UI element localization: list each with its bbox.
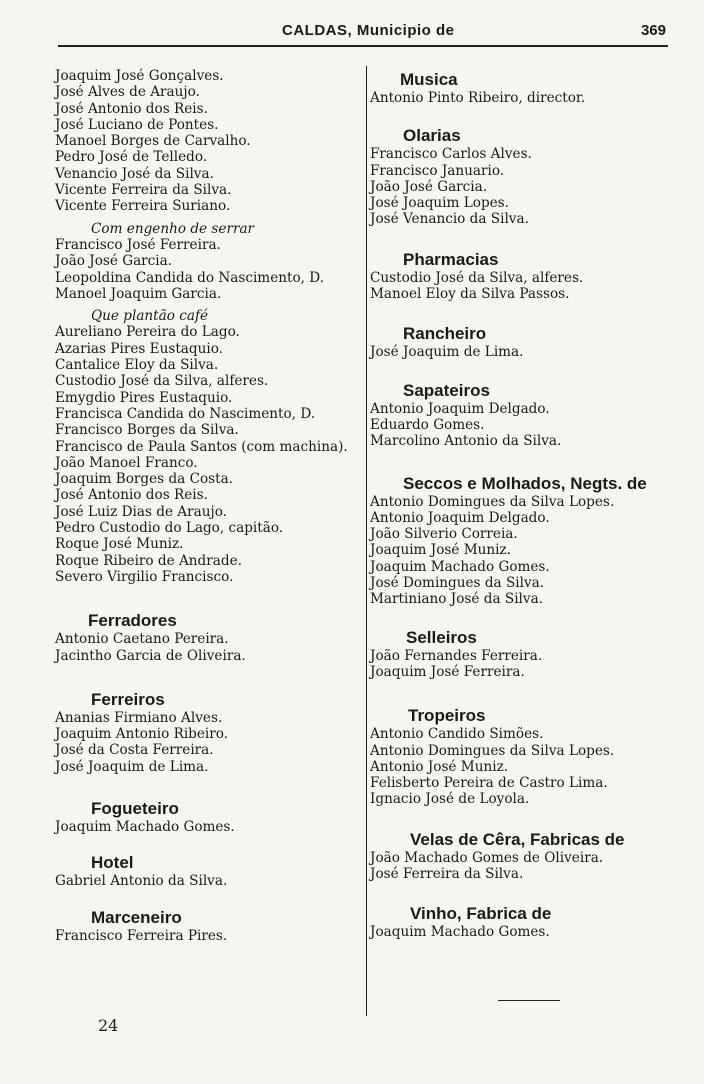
list-item: Vicente Ferreira da Silva. bbox=[55, 182, 232, 199]
section-cafe bbox=[55, 308, 365, 585]
list-item: Francisco de Paula Santos (com machina). bbox=[55, 438, 348, 455]
list-item: Joaquim José Muniz. bbox=[370, 542, 511, 559]
list-item: Antonio Candido Simões. bbox=[370, 726, 544, 743]
list-item: Manoel Joaquim Garcia. bbox=[55, 285, 222, 302]
section-heading: Selleiros bbox=[406, 627, 477, 647]
section-velas bbox=[370, 830, 670, 883]
section-unnamed bbox=[55, 68, 365, 215]
section-ferradores bbox=[55, 611, 365, 664]
section-marceneiro bbox=[55, 908, 365, 944]
section-subheading: Que plantão café bbox=[91, 308, 209, 325]
list-item: Eduardo Gomes. bbox=[370, 416, 485, 433]
list-item: Azarias Pires Eustaquio. bbox=[55, 340, 223, 357]
list-item: Severo Virgilio Francisco. bbox=[55, 568, 234, 585]
list-item: Pedro José de Telledo. bbox=[55, 149, 208, 166]
list-item: José Ferreira da Silva. bbox=[370, 866, 524, 883]
list-item: Gabriel Antonio da Silva. bbox=[55, 873, 228, 890]
section-heading: Velas de Cêra, Fabricas de bbox=[410, 829, 625, 849]
list-item: Manoel Eloy da Silva Passos. bbox=[370, 286, 570, 303]
list-item: João Fernandes Ferreira. bbox=[370, 647, 543, 664]
list-item: João José Garcia. bbox=[55, 253, 173, 270]
list-item: Felisberto Pereira de Castro Lima. bbox=[370, 775, 608, 792]
list-item: Joaquim José Ferreira. bbox=[370, 663, 525, 680]
list-item: Antonio José Muniz. bbox=[370, 758, 509, 775]
list-item: Joaquim Machado Gomes. bbox=[55, 818, 235, 835]
list-item: Cantalice Eloy da Silva. bbox=[55, 357, 219, 374]
list-item: Leopoldina Candida do Nascimento, D. bbox=[55, 269, 325, 286]
list-item: José Alves de Araujo. bbox=[55, 84, 200, 101]
list-item: José Luciano de Pontes. bbox=[55, 116, 219, 133]
page-header bbox=[60, 22, 668, 44]
list-item: Francisco Januario. bbox=[370, 162, 505, 179]
list-item: Venancio José da Silva. bbox=[55, 165, 214, 182]
page-number: 369 bbox=[640, 22, 666, 39]
list-item: Joaquim Machado Gomes. bbox=[370, 558, 550, 575]
section-heading: Musica bbox=[400, 70, 458, 89]
section-selleiros bbox=[370, 628, 670, 681]
list-item: Roque Ribeiro de Andrade. bbox=[55, 552, 242, 569]
list-item: Jacintho Garcia de Oliveira. bbox=[55, 647, 246, 664]
list-item: Francisco Ferreira Pires. bbox=[55, 927, 228, 944]
list-item: Antonio Joaquim Delgado. bbox=[370, 509, 550, 526]
list-item: Francisca Candida do Nascimento, D. bbox=[55, 405, 316, 422]
section-seccos bbox=[370, 474, 670, 608]
list-item: José Joaquim Lopes. bbox=[370, 195, 509, 212]
list-item: José Antonio dos Reis. bbox=[55, 487, 208, 504]
section-musica bbox=[370, 70, 670, 106]
list-item: Joaquim Machado Gomes. bbox=[370, 924, 550, 941]
header-rule bbox=[58, 45, 668, 47]
section-hotel bbox=[55, 853, 365, 889]
list-item: Manoel Borges de Carvalho. bbox=[55, 133, 251, 150]
section-vinho bbox=[370, 904, 670, 940]
section-heading: Fogueteiro bbox=[91, 798, 179, 818]
section-pharmacias bbox=[370, 250, 670, 303]
list-item: Vicente Ferreira Suriano. bbox=[55, 198, 231, 215]
running-title: CALDAS, Municipio de bbox=[282, 22, 455, 39]
list-item: Francisco Carlos Alves. bbox=[370, 146, 532, 163]
list-item: José Joaquim de Lima. bbox=[55, 758, 209, 775]
section-heading: Seccos e Molhados, Negts. de bbox=[403, 473, 647, 493]
list-item: Antonio Joaquim Delgado. bbox=[370, 400, 550, 417]
list-item: Antonio Domingues da Silva Lopes. bbox=[370, 742, 615, 759]
list-item: Ignacio José de Loyola. bbox=[370, 791, 530, 808]
list-item: Emygdio Pires Eustaquio. bbox=[55, 389, 233, 406]
list-item: Francisco José Ferreira. bbox=[55, 236, 221, 253]
list-item: José Domingues da Silva. bbox=[370, 575, 545, 592]
list-item: Ananias Firmiano Alves. bbox=[55, 709, 223, 726]
list-item: Joaquim Borges da Costa. bbox=[55, 471, 234, 488]
list-item: João Machado Gomes de Oliveira. bbox=[370, 849, 604, 866]
list-item: João Manoel Franco. bbox=[55, 454, 198, 471]
list-item: José Antonio dos Reis. bbox=[55, 100, 208, 117]
section-ferreiros bbox=[55, 690, 365, 775]
list-item: Pedro Custodio do Lago, capitão. bbox=[55, 520, 284, 537]
section-heading: Pharmacias bbox=[403, 249, 499, 269]
section-heading: Hotel bbox=[91, 853, 134, 873]
list-item: Marcolino Antonio da Silva. bbox=[370, 433, 562, 450]
list-item: Antonio Pinto Ribeiro, director. bbox=[370, 90, 586, 106]
section-heading: Olarias bbox=[403, 126, 461, 146]
section-sapateiros bbox=[370, 381, 670, 450]
list-item: Francisco Borges da Silva. bbox=[55, 422, 239, 439]
section-heading: Marceneiro bbox=[91, 907, 182, 927]
section-heading: Vinho, Fabrica de bbox=[410, 904, 552, 924]
list-item: Roque José Muniz. bbox=[55, 536, 184, 553]
list-item: João José Garcia. bbox=[370, 178, 488, 195]
list-item: Joaquim José Gonçalves. bbox=[55, 68, 224, 84]
section-heading: Ferradores bbox=[88, 611, 177, 631]
section-serrar bbox=[55, 221, 365, 302]
list-item: José Joaquim de Lima. bbox=[370, 344, 524, 361]
section-olarias bbox=[370, 126, 670, 227]
section-heading: Tropeiros bbox=[408, 706, 486, 726]
list-item: João Silverio Correia. bbox=[370, 526, 518, 543]
list-item: José Luiz Dias de Araujo. bbox=[55, 503, 227, 520]
section-tropeiros bbox=[370, 706, 670, 807]
signature-mark: 24 bbox=[98, 1016, 119, 1035]
list-item: Antonio Domingues da Silva Lopes. bbox=[370, 493, 615, 510]
right-column bbox=[370, 70, 670, 941]
section-heading: Sapateiros bbox=[403, 380, 490, 400]
section-heading: Rancheiro bbox=[403, 324, 487, 344]
section-subheading: Com engenho de serrar bbox=[91, 220, 255, 237]
section-heading: Ferreiros bbox=[91, 689, 165, 709]
list-item: Joaquim Antonio Ribeiro. bbox=[55, 726, 229, 743]
list-item: Martiniano José da Silva. bbox=[370, 591, 544, 608]
section-fogueteiro bbox=[55, 799, 365, 835]
list-item: José Venancio da Silva. bbox=[370, 211, 529, 228]
section-rancheiro bbox=[370, 324, 670, 360]
list-item: José da Costa Ferreira. bbox=[55, 742, 214, 759]
left-column bbox=[55, 68, 365, 944]
column-divider bbox=[366, 66, 367, 1016]
list-item: Custodio José da Silva, alferes. bbox=[55, 373, 269, 390]
list-item: Aureliano Pereira do Lago. bbox=[55, 324, 240, 341]
end-rule bbox=[498, 1000, 560, 1001]
list-item: Custodio José da Silva, alferes. bbox=[370, 269, 584, 286]
list-item: Antonio Caetano Pereira. bbox=[55, 631, 229, 648]
